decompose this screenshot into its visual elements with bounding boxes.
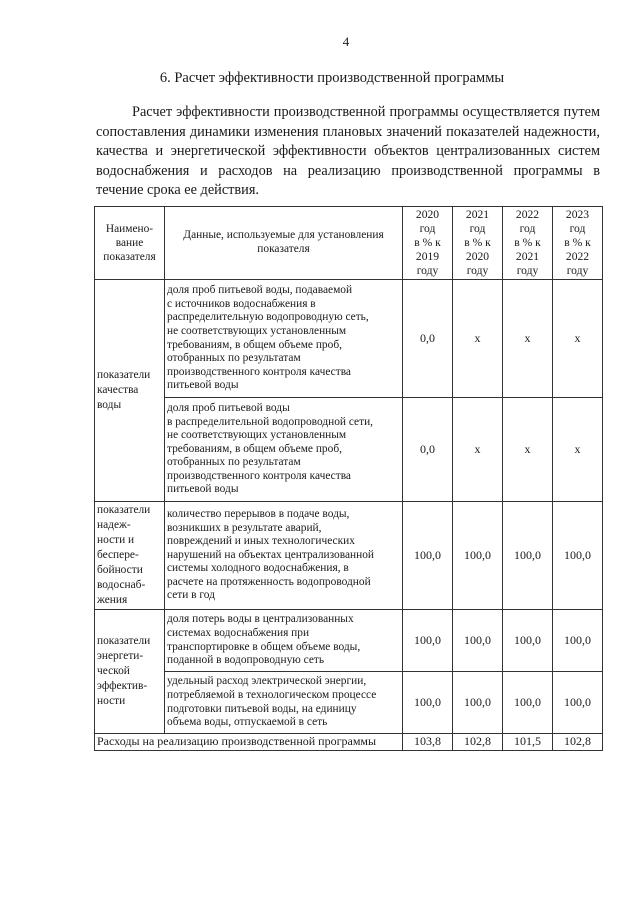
value-cell: 0,0 [403,280,453,398]
total-label: Расходы на реализацию производственной программы [95,734,403,751]
value-cell: 100,0 [503,672,553,734]
value-cell: х [453,280,503,398]
value-cell: 100,0 [503,502,553,610]
value-cell: 100,0 [503,610,553,672]
table-row [95,502,603,610]
value-cell: 100,0 [553,610,603,672]
value-cell: х [553,280,603,398]
total-row [95,734,603,751]
header-year-2022: 2022 год в % к 2021 году [503,207,553,280]
value-cell: 100,0 [453,610,503,672]
value-cell: х [503,398,553,502]
table-row [95,672,603,734]
value-cell: 100,0 [403,502,453,610]
value-cell: 100,0 [403,610,453,672]
header-year-2021: 2021 год в % к 2020 году [453,207,503,280]
row-description: доля проб питьевой воды в распределительной водопроводной сети, не соответствующих установленным требованиям, в общем объеме проб, отобранных по результатам производственного контроля качества питьевой воды [165,398,403,502]
value-cell: х [553,398,603,502]
total-value: 101,5 [503,734,553,751]
table-row [95,398,603,502]
intro-paragraph: Расчет эффективности производственной программы осуществляется путем сопоставления динамики изменения плановых значений показателей надежности, качества и энергетической эффективности объектов централизованных систем водоснабжения и расходов на реализацию производственной программы в течение срока ее действия. [96,104,600,198]
value-cell: 0,0 [403,398,453,502]
value-cell: 100,0 [453,672,503,734]
value-cell: 100,0 [403,672,453,734]
row-description: количество перерывов в подаче воды, возникших в результате аварий, повреждений и иных технологических нарушений на объектах централизованной системы холодного водоснабжения, в расчете на протяженность водопроводной сети в год [165,502,403,610]
header-year-2023: 2023 год в % к 2022 году [553,207,603,280]
group-label-energy: показатели энергети- ческой эффектив- ности [95,610,165,734]
value-cell: 100,0 [553,502,603,610]
value-cell: 100,0 [553,672,603,734]
row-description: доля потерь воды в централизованных системах водоснабжения при транспортировке в общем объеме воды, поданной в водопроводную сеть [165,610,403,672]
page-number: 4 [342,34,350,49]
group-label-quality: показатели качества воды [95,280,165,502]
row-description: доля проб питьевой воды, подаваемой с источников водоснабжения в распределительную водопроводную сеть, не соответствующих установленным требованиям, в общем объеме проб, отобранных по результатам производственного контроля качества питьевой воды [165,280,403,398]
total-value: 103,8 [403,734,453,751]
value-cell: х [453,398,503,502]
total-value: 102,8 [553,734,603,751]
header-year-2020: 2020 год в % к 2019 году [403,207,453,280]
header-indicator-name: Наимено- вание показателя [95,207,165,280]
total-value: 102,8 [453,734,503,751]
table-row [95,610,603,672]
value-cell: 100,0 [453,502,503,610]
table-header-row [95,207,603,280]
header-data-description: Данные, используемые для установления показателя [165,207,403,280]
section-title: 6. Расчет эффективности производственной программы [159,70,505,86]
table-row [95,280,603,398]
efficiency-table [94,206,603,751]
row-description: удельный расход электрической энергии, потребляемой в технологическом процессе подготовки питьевой воды, на единицу объема воды, отпускаемой в сеть [165,672,403,734]
group-label-reliability: показатели надеж- ности и беспере- бойности водоснаб- жения [95,502,165,610]
value-cell: х [503,280,553,398]
